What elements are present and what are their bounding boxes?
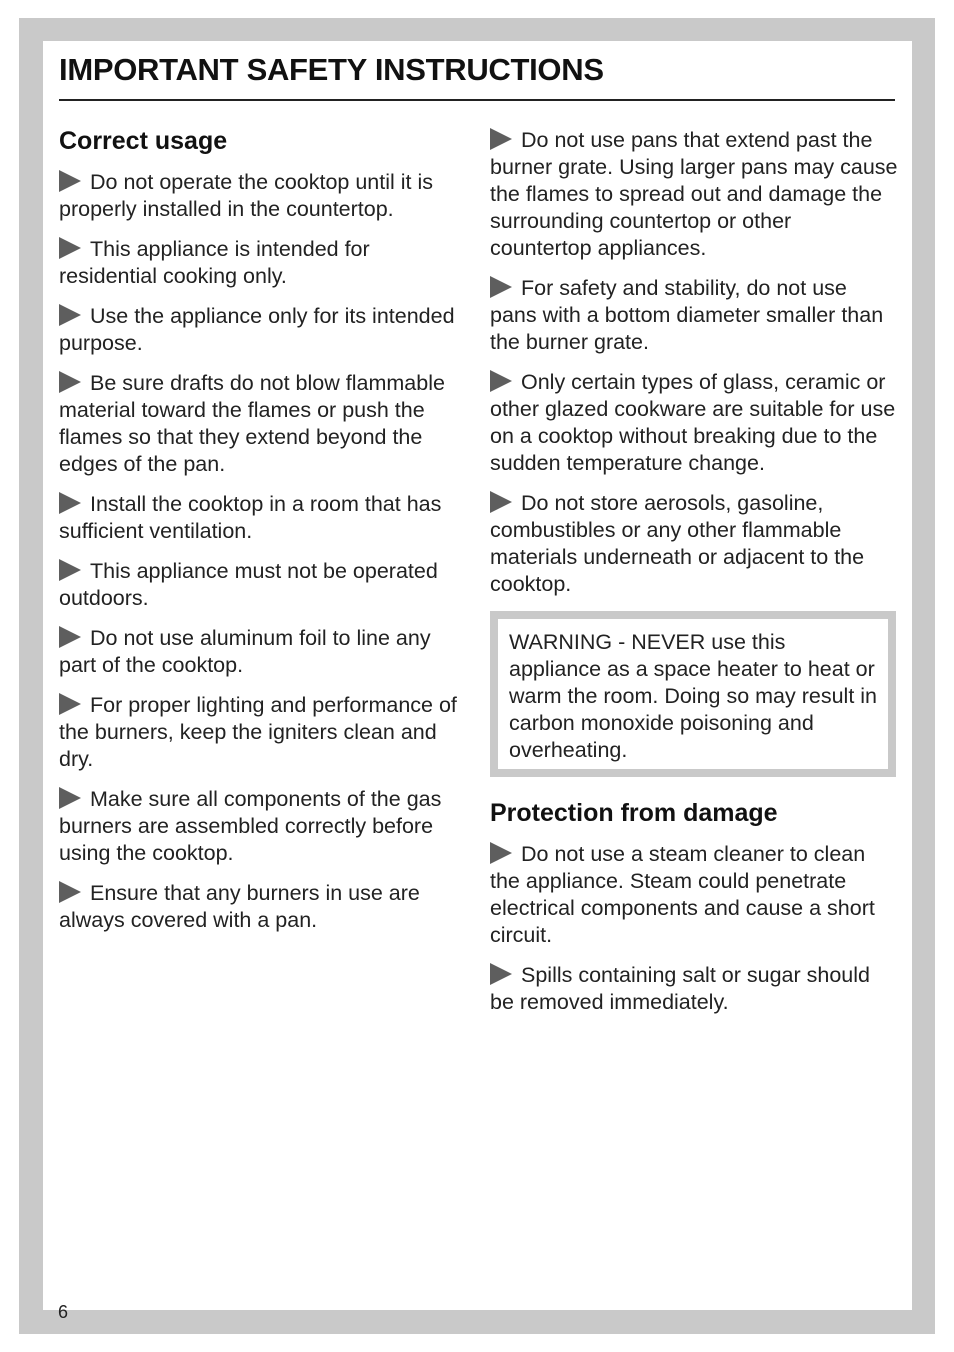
list-item — [59, 558, 467, 612]
triangle-bullet-icon — [59, 237, 81, 259]
triangle-bullet-icon — [59, 304, 81, 326]
list-item — [59, 370, 467, 478]
triangle-bullet-icon — [490, 963, 512, 985]
list-item — [490, 369, 898, 477]
section-heading-protection-from-damage: Protection from damage — [490, 799, 778, 827]
page-title: IMPORTANT SAFETY INSTRUCTIONS — [59, 52, 604, 87]
title-rule — [59, 99, 895, 101]
triangle-bullet-icon — [59, 693, 81, 715]
triangle-bullet-icon — [490, 276, 512, 298]
triangle-bullet-icon — [490, 370, 512, 392]
item-text: This appliance is intended for residential cooking only. — [59, 237, 370, 288]
list-item — [59, 786, 467, 867]
section-heading-correct-usage: Correct usage — [59, 127, 228, 155]
list-item — [59, 236, 467, 290]
triangle-bullet-icon — [59, 787, 81, 809]
item-text: Spills containing salt or sugar should be removed immediately. — [490, 963, 870, 1014]
item-text: Be sure drafts do not blow flammable material toward the flames or push the flames so that they extend beyond the edges of the pan. — [59, 371, 445, 476]
triangle-bullet-icon — [59, 626, 81, 648]
item-text: Ensure that any burners in use are always covered with a pan. — [59, 881, 420, 932]
item-text: Do not use pans that extend past the burner grate. Using larger pans may cause the flames to spread out and damage the surrounding countertop or other countertop appliances. — [490, 128, 898, 260]
list-item — [59, 880, 467, 934]
item-text: Install the cooktop in a room that has sufficient ventilation. — [59, 492, 442, 543]
list-item — [490, 275, 898, 356]
list-item — [490, 962, 898, 1016]
item-text: Only certain types of glass, ceramic or other glazed cookware are suitable for use on a cooktop without breaking due to the sudden temperature change. — [490, 370, 896, 475]
item-text: Do not store aerosols, gasoline, combustibles or any other flammable materials underneath or adjacent to the cooktop. — [490, 491, 865, 596]
list-item — [59, 491, 467, 545]
list-item — [59, 169, 467, 223]
list-item — [490, 841, 898, 949]
left-column — [59, 124, 467, 947]
item-text: Use the appliance only for its intended purpose. — [59, 304, 455, 355]
item-text: For proper lighting and performance of the burners, keep the igniters clean and dry. — [59, 693, 457, 771]
item-text: This appliance must not be operated outdoors. — [59, 559, 438, 610]
triangle-bullet-icon — [59, 371, 81, 393]
item-text: Do not operate the cooktop until it is properly installed in the countertop. — [59, 170, 434, 221]
warning-box — [490, 611, 896, 777]
triangle-bullet-icon — [59, 170, 81, 192]
page-number: 6 — [58, 1302, 69, 1322]
list-item — [490, 490, 898, 598]
list-item — [59, 303, 467, 357]
triangle-bullet-icon — [59, 881, 81, 903]
item-text: Do not use aluminum foil to line any part of the cooktop. — [59, 626, 431, 677]
warning-text: WARNING - NEVER use this appliance as a space heater to heat or warm the room. Doing so may result in carbon monoxide poisoning and overheating. — [498, 619, 888, 769]
right-column — [490, 127, 898, 1029]
item-text: Make sure all components of the gas burners are assembled correctly before using the cooktop. — [59, 787, 442, 865]
item-text: Do not use a steam cleaner to clean the appliance. Steam could penetrate electrical components and cause a short circuit. — [490, 842, 875, 947]
list-item — [59, 692, 467, 773]
triangle-bullet-icon — [59, 492, 81, 514]
list-item — [59, 625, 467, 679]
item-text: For safety and stability, do not use pans with a bottom diameter smaller than the burner grate. — [490, 276, 884, 354]
triangle-bullet-icon — [490, 491, 512, 513]
triangle-bullet-icon — [59, 559, 81, 581]
triangle-bullet-icon — [490, 128, 512, 150]
triangle-bullet-icon — [490, 842, 512, 864]
list-item — [490, 127, 898, 262]
